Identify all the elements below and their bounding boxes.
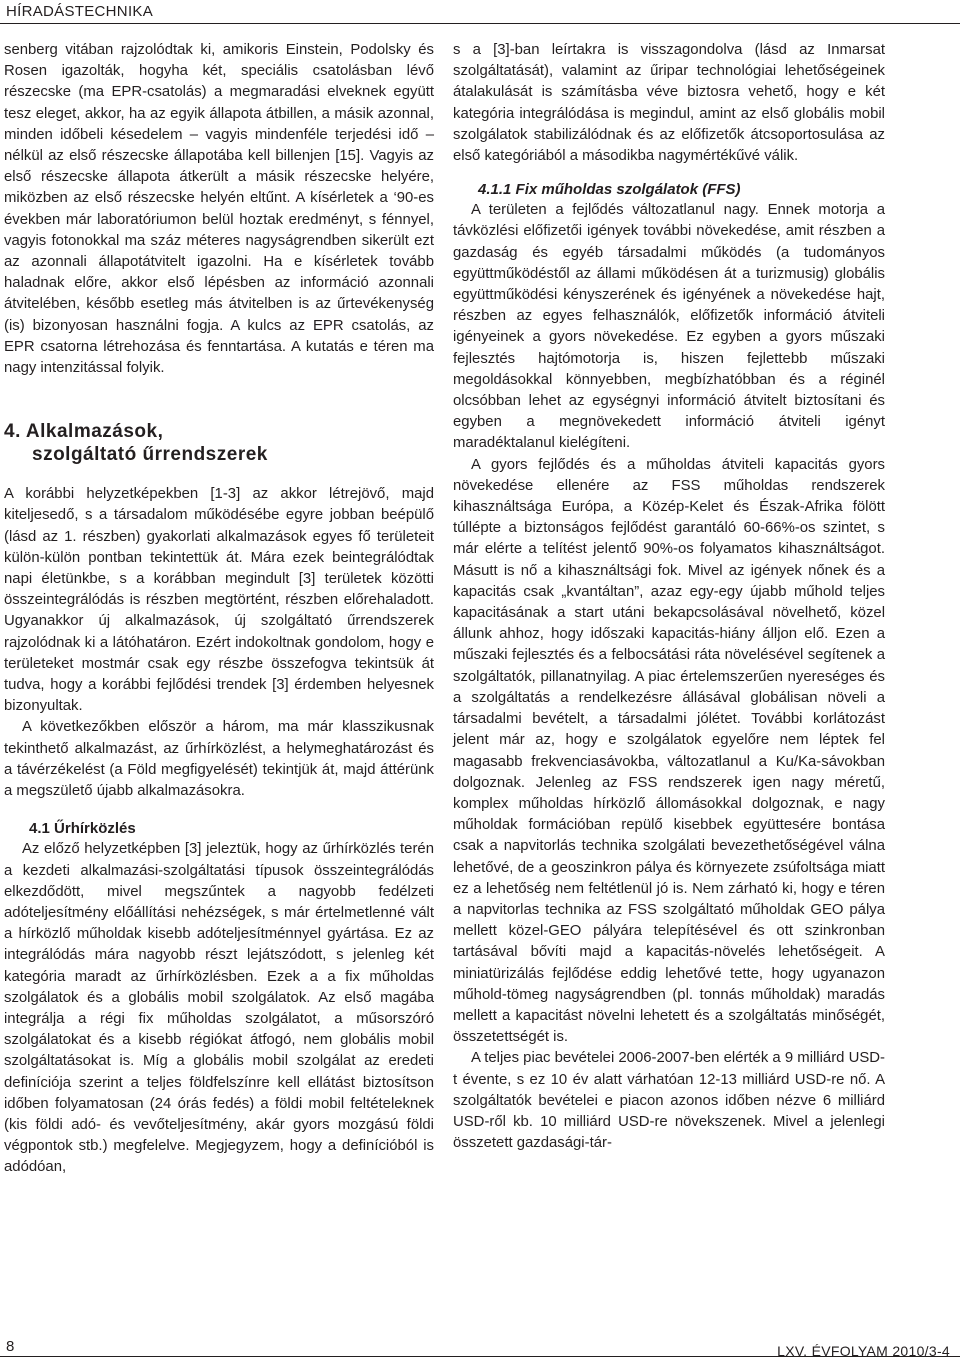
header-rule (0, 23, 960, 24)
running-header (0, 0, 960, 26)
section-heading-line-1: 4. Alkalmazások, (4, 421, 164, 443)
subsection-heading: 4.1 Űrhírközlés (29, 820, 136, 838)
paragraph: s a [3]-ban leírtakra is visszagondolva (lásd az Inmarsat szolgáltatását), valamint az űripar technológiai lehetőségeinek átalakulását is számításba véve biztosra vehető, hogy e két kategória integrálódása is megindul, amint az első globális mobil szolgálatok stabilizálódnak és az előfizetők átcsoportosulása az első kategóriából a másodikba nagymértékűvé válik. (453, 42, 885, 165)
paragraph: A korábbi helyzetképekben [1-3] az akkor létrejövő, majd kiteljesedő, s a társadalom működésébe egyre jobban beépülő (lásd az 1. részben) gyakorlati alkalmazások egyes fő területeit külön-külön pontban tekintettük át. Mára ezek beintegrálódtak napi életünkbe, s a korábban megindult [3] területek közötti összeintegrálódás is részben megtörtént, részben előrehaladott. Ugyanakkor új alkalmazások, új szolgáltató űrrendszerek rajzolódnak ki a látóhatáron. Ezért indokoltnak gondolom, hogy e területeket mostmár csak egy részbe összefogva tekintsük át tudva, hogy a korábbi fejlődési trendek [3] érdemben helyesnek bizonyultak. (4, 486, 434, 715)
paragraph: A teljes piac bevételei 2006-2007-ben elérték a 9 milliárd USD-t évente, s ez 10 év alatt várhatóan 12-13 milliárd USD-re nő. A szolgáltatók bevételei e piacon azonos időben nézve 6 milliárd USD-ről kb. 10 milliárd USD-re növekszenek. Mivel a jelenlegi összetett gazdasági-tár- (453, 1050, 885, 1152)
footer-journal-issue: LXV. ÉVFOLYAM 2010/3-4 (777, 1343, 950, 1359)
paragraph: A következőkben először a három, ma már klasszikusnak tekinthető alkalmazást, az űrhírközlést, a helymeghatározást és a távérzékelést (a Föld megfigyelését) tekintjük át, majd áttérünk a megszülető újabb alkalmazásokra. (4, 719, 434, 800)
journal-section-title: HÍRADÁSTECHNIKA (6, 3, 154, 20)
section-heading-line-2: szolgáltató űrrendszerek (32, 444, 268, 466)
section-heading (4, 420, 434, 466)
subsubsection-heading: 4.1.1 Fix műholdas szolgálatok (FFS) (478, 181, 741, 199)
left-column (4, 40, 434, 1179)
paragraph: A területen a fejlődés változatlanul nagy. Ennek motorja a távközlési előfizetői igények további növekedése, amit részben a gazdaság és egyéb társadalmi működés (a tudományos együttműködéstől az állami működésen át a turizmusig) globális együttműködési kényszerének és igényének a növekedése hajt, részben az egyes felhasználók, előfizetők információ átviteli igényeinek a gyors növekedése. Ez egyben a gyors műszaki fejlesztés hajtómotorja is, hiszen fejlettebb műszaki megoldásokkal könnyebben, megbízhatóbban és a réginél olcsóbban lehet az egységnyi információ átvitelt biztosítani és egyben a megnövekedett információ átviteli igényt maradéktalanul kielégíteni. (453, 202, 885, 452)
paragraph: Az előző helyzetképben [3] jeleztük, hogy az űrhírközlés terén a kezdeti alkalmazási-szolgáltatási típusok összeintegrálódás elkezdődött, mivel megszűntek a nagyobb fedélzeti adóteljesítmény előállítási nehézségek, s már értelmetlenné vált a hírközlő műholdak kisebb adóteljesítménnyel gyártása. Ez az integrálódás mára nagyobb részt lejátszódott, s jelenleg két kategória maradt az űrhírközlésben. Ezek a a fix műholdas szolgálatok és a globális mobil szolgálatok. Az első magába integrálja a régi fix műholdas szolgálatot, a műsorszóró szolgálatokat és a kisebb régiókat átfogó, nem globális mobil szolgáltatásokat is. Míg a globális mobil szolgálat az eredeti definíciója szerint a teljes földfelszínre kell ellátást biztosítson időben folyamatosan (24 órás fedés) a földi mobil feltételeknek (kis földi adó- és vevőteljesítmény, akár gyors mozgású földi végpontok stb.) megfelelve. Megjegyzem, hogy a definícióból is adódóan, (4, 841, 434, 1176)
page-number: 8 (6, 1338, 15, 1355)
paragraph: A gyors fejlődés és a műholdas átviteli kapacitás gyors növekedése ellenére az FSS műholdas rendszerek kihasználtsága Európa, a Közép-Kelet és Észak-Afrika fölött túllépte a biztonságos fejlődést garantáló 60-66%-os szintet, s már elérte a telítést jelentő 90%-os folyamatos kihasználtságot. Másutt is nő a kihasználtsági fok. Mivel az igények nőnek és a kapacitás csak „kvantáltan”, azaz egy-egy újabb műhold teljes kapacitásának a start utáni bekapcsolásával növelhető, közel állunk ahhoz, hogy időszaki kapacitás-hiány álljon elő. Ezen a műszaki fejlesztés és a felbocsátási ráta növelésével segítenek a szolgáltatók, pillanatnyilag. A piac értelemszerűen nyereséges és a szolgáltatás a rendelkezésre állásával globálisan növeli a társadalmi bevételt, a társadalmi jólétet. További korlátozást jelent már az, hogy e szolgálatok egyelőre nem léptek fel magasabb frekvenciasávokba, változatlanul a Ku/Ka-sávokban dolgoznak. Jelenleg az FSS rendszerek igen nagy méretű, komplex műholdas hírközlő állomásokkal dolgoznak, e nagy műholdak formációban repülő kisebbek együttesére bontása csak a napvitorlás technika szolgálati bevezethetőségével válna lehetővé, de a geoszinkron pálya és környezete zsúfoltsága miatt ez a lehetőség nem feltétlenül jó is. Nem zárható ki, hogy e téren a napvitorlas technika az FSS szolgáltató műholdak GEO pálya mellett közel-GEO pályára telepítésével és ott szinkronban tartásával bővíti majd a kapacitás-növelés lehetőségeit. A miniatürizálás fejlődése eddig lehetővé tette, hogy ugyanazon műhold-tömeg nagyságrendben (pl. tonnás műholdak) maradás mellett a kapacitást növelni lehetett és a szolgáltatás minőségét, összetettségét is. (453, 456, 885, 1046)
paragraph: senberg vitában rajzolódtak ki, amikoris Einstein, Podolsky és Rosen igazolták, hogyha két, speciális csatolásban lévő részecske (ma EPR-csatolás) a megmaradási elveknek együtt tesz eleget, akkor, ha az egyik állapota átbillen, a másik azonnal, minden időbeli késedelem – vagyis mindenféle terjedési idő – nélkül az első részecske állapotába kell billenjen [15]. Vagyis az első részecske állapota átkerült a másik részecske helyére, miközben az első részecske helyén eltűnt. A kísérletek a ‘90-es években már laboratóriumon belül hoztak eredményt, s fénnyel, vagyis fotonokkal ma száz méteres nagyságrendben sikerült ezt az azonnali állapotátvitelt igazolni. Ha e kísérletek tovább haladnak előre, akkor első lépésben az információ azonnali átvitelében, később esetleg más átvitelben is az űrtevékenység (is) bizonyosan használni fogja. A kulcs az EPR csatolás, az EPR csatorna létrehozása és fenntartása. A kutatás e téren ma nagy intenzitással folyik. (4, 42, 434, 377)
right-column (453, 40, 885, 1154)
footer-rule (0, 1356, 960, 1357)
